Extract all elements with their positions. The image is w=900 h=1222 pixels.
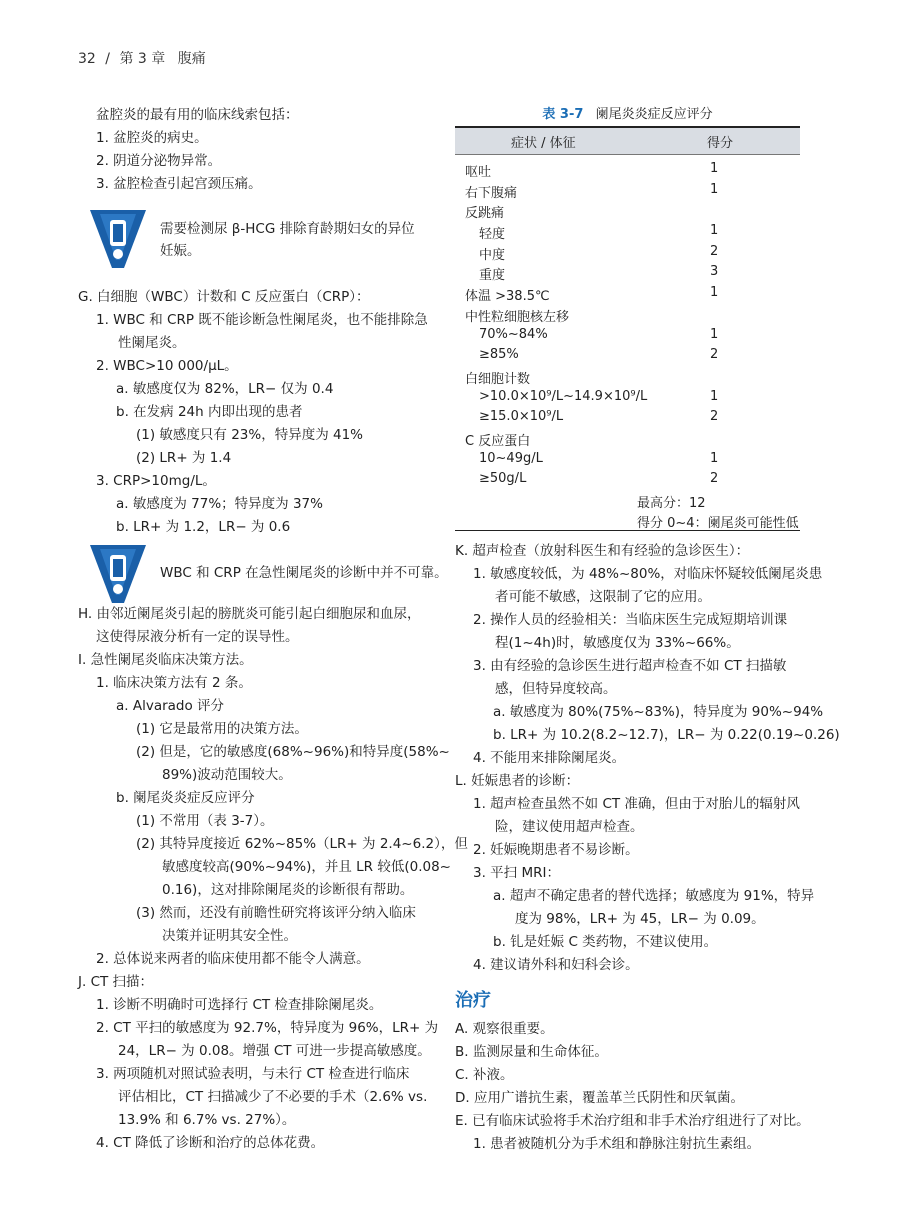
table-row: 体温 >38.5℃ 1: [465, 285, 719, 305]
list-item: 评估相比，CT 扫描减少了不必要的手术（2.6% vs.: [118, 1089, 428, 1105]
table-row: ≥85% 2: [479, 347, 719, 363]
section-heading: G. 白细胞（WBC）计数和 C 反应蛋白（CRP）：: [78, 289, 370, 305]
list-item: 3. 盆腔检查引起宫颈压痛。: [96, 176, 262, 192]
table-row: 中性粒细胞核左移: [465, 309, 570, 325]
list-item: 2. 阴道分泌物异常。: [96, 153, 222, 169]
list-item: 2. 总体说来两者的临床使用都不能令人满意。: [96, 951, 370, 967]
list-item: 性阑尾炎。: [118, 335, 186, 351]
section-heading: J. CT 扫描：: [78, 974, 154, 990]
list-item: E. 已有临床试验将手术治疗组和非手术治疗组进行了对比。: [455, 1113, 810, 1129]
list-item: 3. CRP>10mg/L。: [96, 473, 216, 489]
list-item: a. 敏感度为 77%；特异度为 37%: [116, 496, 323, 512]
table-row: 白细胞计数: [465, 371, 531, 387]
table-row: ≥50g/L 2: [479, 471, 719, 487]
list-item: b. LR+ 为 1.2，LR− 为 0.6: [116, 519, 291, 535]
list-item: 决策并证明其安全性。: [162, 928, 297, 944]
warning-icon: [90, 545, 146, 605]
list-item: B. 监测尿量和生命体征。: [455, 1044, 608, 1060]
table-caption: [455, 103, 800, 122]
list-item: 2. 操作人员的经验相关：当临床医生完成短期培训课: [473, 612, 788, 628]
table-row: 轻度 1: [479, 223, 719, 243]
list-item: 13.9% 和 6.7% vs. 27%）。: [118, 1112, 296, 1128]
warning-icon: [90, 210, 146, 270]
list-item: a. Alvarado 评分: [116, 698, 225, 714]
list-item: 者可能不敏感，这限制了它的应用。: [495, 589, 711, 605]
list-item: 4. 建议请外科和妇科会诊。: [473, 957, 639, 973]
column-header: 症状 / 体征: [511, 136, 576, 151]
list-item: b. LR+ 为 10.2(8.2~12.7)，LR− 为 0.22(0.19~0.26): [493, 727, 840, 743]
list-item: (1) 敏感度只有 23%，特异度为 41%: [136, 427, 364, 443]
list-item: 4. 不能用来排除阑尾炎。: [473, 750, 626, 766]
list-item: 4. CT 降低了诊断和治疗的总体花费。: [96, 1135, 325, 1151]
list-item: 1. 超声检查虽然不如 CT 准确，但由于对胎儿的辐射风: [473, 796, 800, 812]
table-row: 呕吐 1: [465, 161, 719, 180]
section-heading: H. 由邻近阑尾炎引起的膀胱炎可能引起白细胞尿和血尿，: [78, 606, 421, 622]
list-item: (1) 不常用（表 3-7）。: [136, 813, 274, 829]
text-line: 盆腔炎的最有用的临床线索包括：: [96, 107, 299, 123]
list-item: (1) 它是最常用的决策方法。: [136, 721, 308, 737]
list-item: 1. 敏感度较低，为 48%~80%，对临床怀疑较低阑尾炎患: [473, 566, 823, 582]
list-item: a. 敏感度仅为 82%，LR− 仅为 0.4: [116, 381, 334, 397]
list-item: 0.16)，这对排除阑尾炎的诊断很有帮助。: [162, 882, 414, 898]
list-item: D. 应用广谱抗生素，覆盖革兰氏阴性和厌氧菌。: [455, 1090, 744, 1106]
section-heading: K. 超声检查（放射科医生和有经验的急诊医生）：: [455, 543, 750, 559]
list-item: 感，但特异度较高。: [495, 681, 617, 697]
list-item: 1. 临床决策方法有 2 条。: [96, 675, 252, 691]
list-item: A. 观察很重要。: [455, 1021, 554, 1037]
table-row: 右下腹痛 1: [465, 181, 719, 201]
list-item: a. 敏感度为 80%(75%~83%)，特异度为 90%~94%: [493, 704, 824, 720]
warning-text: 需要检测尿 β-HCG 排除育龄期妇女的异位: [160, 221, 415, 237]
section-heading: L. 妊娠患者的诊断：: [455, 773, 580, 789]
text-line: 这使得尿液分析有一定的误导性。: [96, 629, 299, 645]
table-footer: 最高分：12: [637, 496, 706, 511]
list-item: 3. 由有经验的急诊医生进行超声检查不如 CT 扫描敏: [473, 658, 787, 674]
score-table: [455, 126, 800, 531]
list-item: 度为 98%，LR+ 为 45，LR− 为 0.09。: [515, 911, 765, 927]
page-header: 32 / 第 3 章 腹痛: [78, 51, 206, 67]
table-row: C 反应蛋白: [465, 433, 531, 449]
list-item: a. 超声不确定患者的替代选择；敏感度为 91%，特异: [493, 888, 815, 904]
page-number: 32: [78, 51, 96, 67]
warning-text: 妊娠。: [160, 243, 201, 259]
section-heading: I. 急性阑尾炎临床决策方法。: [78, 652, 253, 668]
table-row: 10~49g/L 1: [479, 450, 719, 466]
list-item: 24，LR− 为 0.08。增强 CT 可进一步提高敏感度。: [118, 1043, 431, 1059]
table-row: 中度 2: [479, 243, 719, 263]
list-item: (2) 其特异度接近 62%~85%（LR+ 为 2.4~6.2），但: [136, 836, 468, 852]
list-item: 2. WBC>10 000/μL。: [96, 358, 238, 374]
list-item: 89%)波动范围较大。: [162, 767, 292, 783]
list-item: 1. 患者被随机分为手术组和静脉注射抗生素组。: [473, 1136, 761, 1152]
list-item: (3) 然而，还没有前瞻性研究将该评分纳入临床: [136, 905, 416, 921]
list-item: 1. 诊断不明确时可选择行 CT 检查排除阑尾炎。: [96, 997, 383, 1013]
chapter-label: 第 3 章: [119, 51, 166, 67]
table-row: >10.0×10⁹/L~14.9×10⁹/L 1: [479, 388, 719, 404]
list-item: 3. 平扫 MRI：: [473, 865, 560, 881]
list-item: 敏感度较高(90%~94%)，并且 LR 较低(0.08~: [162, 859, 451, 875]
treatment-heading: 治疗: [455, 990, 491, 1011]
list-item: 3. 两项随机对照试验表明，与未行 CT 检查进行临床: [96, 1066, 410, 1082]
list-item: b. 在发病 24h 内即出现的患者: [116, 404, 303, 420]
table-row: ≥15.0×10⁹/L 2: [479, 409, 719, 425]
list-item: 1. WBC 和 CRP 既不能诊断急性阑尾炎，也不能排除急: [96, 312, 428, 328]
chapter-title: 腹痛: [177, 51, 206, 67]
list-item: 1. 盆腔炎的病史。: [96, 130, 208, 146]
list-item: C. 补液。: [455, 1067, 514, 1083]
warning-text: WBC 和 CRP 在急性阑尾炎的诊断中并不可靠。: [160, 565, 448, 581]
list-item: 2. CT 平扫的敏感度为 92.7%，特异度为 96%，LR+ 为: [96, 1020, 439, 1036]
table-number: 表 3-7: [542, 107, 584, 122]
list-item: (2) LR+ 为 1.4: [136, 450, 232, 466]
list-item: 程(1~4h)时，敏感度仅为 33%~66%。: [495, 635, 740, 651]
table-header: [455, 126, 800, 155]
table-row: 反跳痛: [465, 206, 505, 222]
column-header: 得分: [707, 136, 734, 151]
table-row: 重度 3: [479, 264, 719, 284]
list-item: b. 阑尾炎炎症反应评分: [116, 790, 255, 806]
table-title: 阑尾炎炎症反应评分: [595, 107, 713, 122]
table-footer: 得分 0~4：阑尾炎可能性低: [455, 510, 800, 531]
list-item: (2) 但是，它的敏感度(68%~96%)和特异度(58%~: [136, 744, 450, 760]
list-item: 险，建议使用超声检查。: [495, 819, 644, 835]
list-item: 2. 妊娠晚期患者不易诊断。: [473, 842, 639, 858]
list-item: b. 钆是妊娠 C 类药物，不建议使用。: [493, 934, 718, 950]
table-row: 70%~84% 1: [479, 326, 719, 342]
